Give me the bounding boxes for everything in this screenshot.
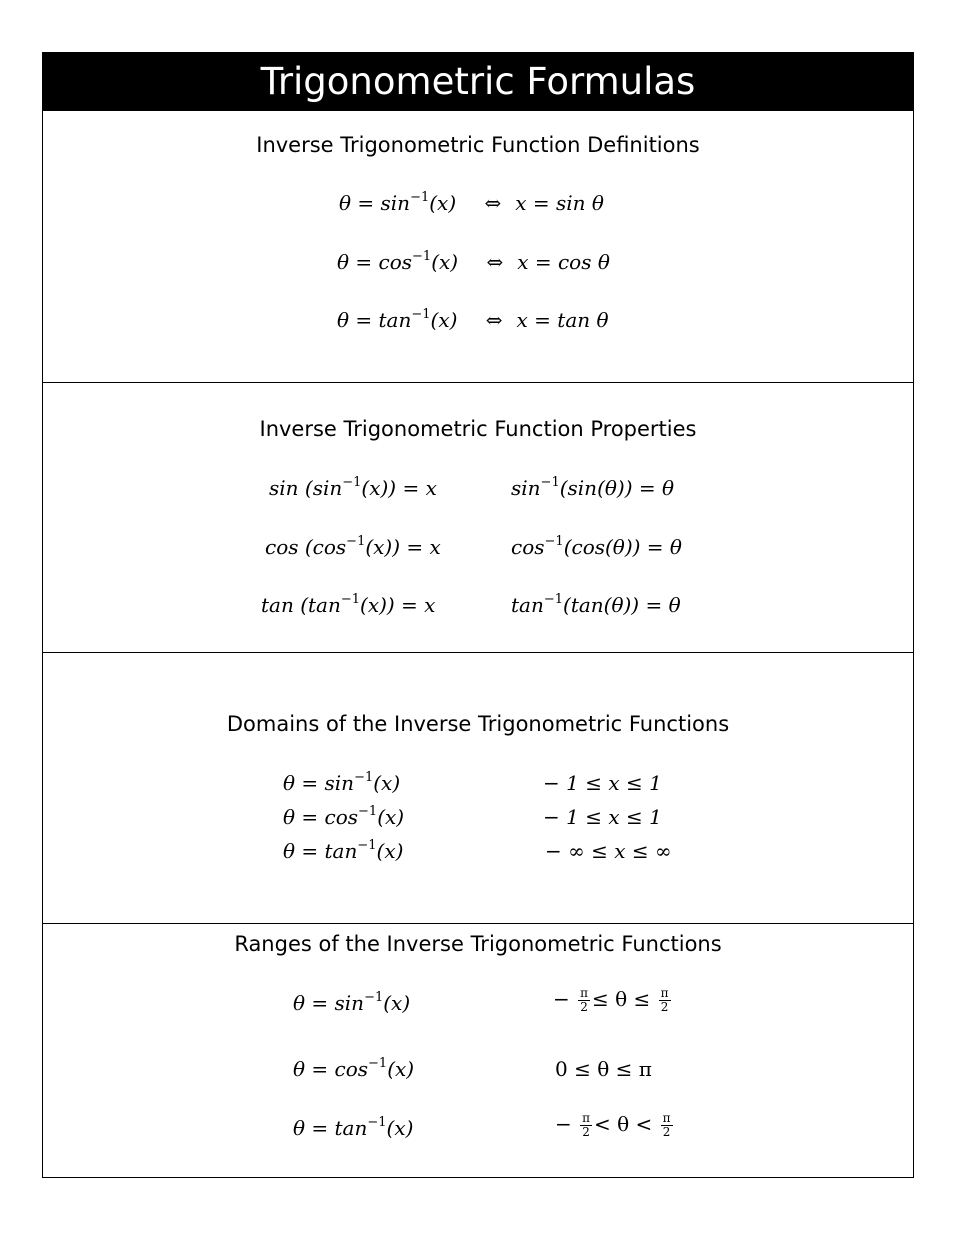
formula-text: (x) bbox=[430, 308, 458, 332]
definitions-section bbox=[43, 111, 913, 383]
numerator: π bbox=[580, 986, 589, 1000]
denominator: 2 bbox=[580, 1000, 588, 1014]
minus-sign: − bbox=[553, 987, 570, 1011]
formula-text: (x) bbox=[429, 191, 457, 215]
denominator: 2 bbox=[582, 1125, 590, 1139]
property-row-right bbox=[511, 535, 682, 559]
domain-interval: − 1 ≤ x ≤ 1 bbox=[543, 771, 662, 795]
formula-text: θ = cos bbox=[293, 1057, 369, 1081]
superscript: −1 bbox=[367, 1115, 387, 1130]
numerator: π bbox=[662, 1111, 671, 1125]
property-row-left bbox=[269, 476, 437, 500]
domains-section bbox=[43, 653, 913, 924]
range-function bbox=[293, 991, 410, 1015]
formula-text: (x)) = x bbox=[360, 593, 436, 617]
numerator: π bbox=[660, 986, 669, 1000]
formula-text: θ = tan bbox=[293, 1116, 368, 1140]
property-row-right bbox=[511, 476, 674, 500]
superscript: −1 bbox=[410, 190, 430, 205]
superscript: −1 bbox=[340, 592, 361, 607]
superscript: −1 bbox=[364, 990, 384, 1005]
formula-text: θ = sin bbox=[293, 991, 365, 1015]
superscript: −1 bbox=[540, 475, 560, 490]
formula-text: cos (cos bbox=[265, 535, 347, 559]
range-function bbox=[293, 1116, 413, 1140]
formula-text: (tan(θ)) = θ bbox=[563, 593, 681, 617]
superscript: −1 bbox=[358, 804, 378, 819]
denominator: 2 bbox=[660, 1000, 669, 1014]
numerator: π bbox=[582, 1111, 591, 1125]
iff-arrow: ⇔ bbox=[486, 250, 504, 274]
property-row-left bbox=[261, 593, 435, 617]
formula-text: θ = tan bbox=[283, 839, 358, 863]
superscript: −1 bbox=[342, 475, 362, 490]
superscript: −1 bbox=[357, 838, 377, 853]
superscript: −1 bbox=[368, 1056, 388, 1071]
page-title: Trigonometric Formulas bbox=[43, 53, 913, 111]
iff-arrow: ⇔ bbox=[484, 191, 502, 215]
definition-row bbox=[339, 191, 604, 215]
formula-text: (x) bbox=[373, 771, 401, 795]
superscript: −1 bbox=[544, 534, 564, 549]
domain-function bbox=[283, 805, 404, 829]
formula-text: (x)) = x bbox=[365, 535, 441, 559]
range-function bbox=[293, 1057, 414, 1081]
fraction bbox=[580, 1112, 592, 1139]
domain-interval: − 1 ≤ x ≤ 1 bbox=[543, 805, 662, 829]
formula-text: θ = sin bbox=[339, 191, 411, 215]
superscript: −1 bbox=[543, 592, 564, 607]
formula-text: θ = cos bbox=[337, 250, 413, 274]
ranges-heading: Ranges of the Inverse Trigonometric Functions bbox=[234, 932, 722, 956]
formula-text: (cos(θ)) = θ bbox=[563, 535, 682, 559]
domain-function bbox=[283, 839, 403, 863]
formula-text: (x) bbox=[377, 805, 405, 829]
formula-text: sin bbox=[511, 476, 541, 500]
superscript: −1 bbox=[412, 249, 432, 264]
range-interval bbox=[555, 1112, 675, 1139]
formula-text: (x) bbox=[386, 1116, 414, 1140]
definitions-heading: Inverse Trigonometric Function Definitions bbox=[256, 133, 700, 157]
formula-text: ≤ θ ≤ bbox=[592, 987, 651, 1011]
formula-text: tan bbox=[511, 593, 544, 617]
range-interval bbox=[553, 987, 673, 1014]
formula-text: sin (sin bbox=[269, 476, 343, 500]
formula-text: θ = sin bbox=[283, 771, 355, 795]
formula-text: (x)) = x bbox=[361, 476, 437, 500]
formula-text: θ = cos bbox=[283, 805, 359, 829]
formula-text: cos bbox=[511, 535, 545, 559]
properties-section bbox=[43, 383, 913, 653]
definition-row bbox=[337, 308, 609, 332]
formula-text: (sin(θ)) = θ bbox=[559, 476, 675, 500]
domain-interval: − ∞ ≤ x ≤ ∞ bbox=[545, 839, 672, 863]
formula-text: (x) bbox=[383, 991, 411, 1015]
domains-heading: Domains of the Inverse Trigonometric Functions bbox=[226, 712, 730, 736]
minus-sign: − bbox=[555, 1112, 572, 1136]
formula-text: (x) bbox=[387, 1057, 415, 1081]
formula-text: x = sin θ bbox=[515, 191, 604, 215]
formula-text: < θ < bbox=[594, 1112, 653, 1136]
formula-sheet bbox=[42, 52, 914, 1178]
definition-row bbox=[337, 250, 610, 274]
range-interval: 0 ≤ θ ≤ π bbox=[555, 1057, 652, 1081]
formula-text: (x) bbox=[376, 839, 404, 863]
superscript: −1 bbox=[354, 770, 374, 785]
formula-text: tan (tan bbox=[261, 593, 341, 617]
property-row-right bbox=[511, 593, 681, 617]
formula-text: (x) bbox=[431, 250, 459, 274]
fraction bbox=[659, 987, 671, 1014]
denominator: 2 bbox=[662, 1125, 671, 1139]
fraction bbox=[661, 1112, 673, 1139]
superscript: −1 bbox=[346, 534, 366, 549]
fraction bbox=[578, 987, 590, 1014]
iff-arrow: ⇔ bbox=[485, 308, 503, 332]
formula-text: x = cos θ bbox=[517, 250, 610, 274]
formula-text: x = tan θ bbox=[516, 308, 609, 332]
formula-text: θ = tan bbox=[337, 308, 412, 332]
superscript: −1 bbox=[411, 307, 431, 322]
domain-function bbox=[283, 771, 400, 795]
property-row-left bbox=[265, 535, 441, 559]
ranges-section bbox=[43, 924, 913, 1179]
properties-heading: Inverse Trigonometric Function Properties bbox=[259, 417, 697, 441]
